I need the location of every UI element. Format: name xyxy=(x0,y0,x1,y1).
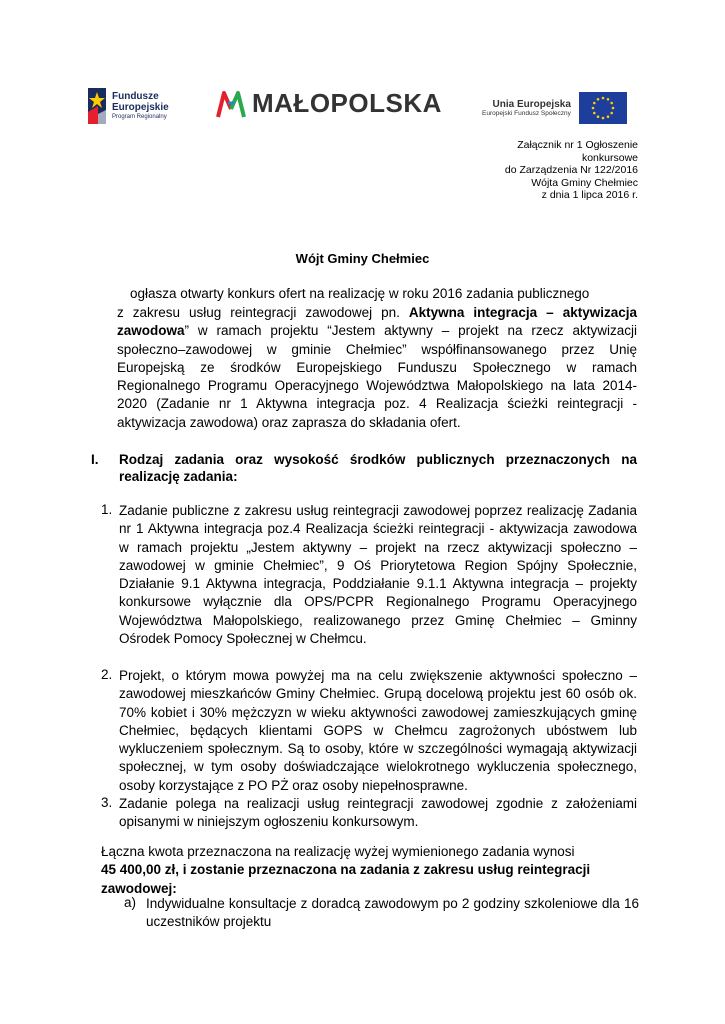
section-number: I. xyxy=(91,452,99,467)
list-item-number: 1. xyxy=(101,502,113,517)
section-title: Rodzaj zadania oraz wysokość środków publicznych przeznaczonych na realizację zadania: xyxy=(119,452,637,484)
ue-text xyxy=(482,99,571,117)
fe-star-icon xyxy=(86,84,108,128)
intro-pre: z zakresu usług reintegracji zawodowej pn. xyxy=(117,305,409,320)
malopolska-logo xyxy=(216,88,442,119)
eu-flag-icon xyxy=(579,92,627,124)
fe-line3: Program Regionalny xyxy=(112,114,167,120)
list-item-number: 2. xyxy=(101,667,113,682)
annex-line: do Zarządzenia Nr 122/2016 xyxy=(504,164,638,176)
subitem-label: a) xyxy=(124,895,137,910)
fe-line1: Fundusze xyxy=(112,91,159,102)
ue-title: Unia Europejska xyxy=(492,99,571,110)
list-item-text: Projekt, o którym mowa powyżej ma na celu zwiększenie aktywności społeczno – zawodowej mieszkańców Gminy Chełmiec. Grupą docelową projektu jest 60 osób ok. 70% kobiet i 30% mężczyzn w wieku aktywności zawodowej zamieszkujących gminę Chełmiec, będących klientami GOPS w Chełmcu zagrożonych ubóstwem lub wykluczeniem społecznym. Są to osoby, które w szczególności wymagają aktywizacji społecznej, w tym osoby doświadczające wielokrotnego wykluczenia społecznego, osoby korzystające z PO PŻ oraz osoby niepełnosprawne. xyxy=(119,668,637,793)
fe-text xyxy=(112,91,169,121)
intro-post: ” w ramach projektu “Jestem aktywny – projekt na rzecz aktywizacji społeczno–zawodowej w gminie Chełmiec” współfinansowanego przez Unię Europejską ze środków Europejskiego Funduszu Społecznego w ramach Regionalnego Programu Operacyjnego Województwa Małopolskiego na lata 2014-2020 (Zadanie nr 1 Aktywna integracja poz. 4 Realizacja ścieżki reintegracji - aktywizacja zawodowa) oraz zaprasza do składania ofert. xyxy=(117,323,637,430)
list-item-number: 3. xyxy=(101,795,113,810)
list-item-text: Zadanie polega na realizacji usług reintegracji zawodowej zgodnie z założeniami opisanymi w niniejszym ogłoszeniu konkursowym. xyxy=(119,796,637,830)
ue-sub: Europejski Fundusz Społeczny xyxy=(482,110,571,117)
summary-bold-amount: 45 400,00 zł, i zostanie przeznaczona na zadania z zakresu usług reintegracji zawodowej: xyxy=(101,862,591,896)
intro-first-line: ogłasza otwarty konkurs ofert na realizację w roku 2016 zadania publicznego xyxy=(130,286,590,301)
amount-summary xyxy=(101,843,641,898)
fundusze-europejskie-logo xyxy=(86,84,169,128)
intro-bold-task: Aktywna integracja – aktywizacja zawodowa xyxy=(117,305,637,339)
malopolska-text: MAŁOPOLSKA xyxy=(252,88,442,118)
annex-line: konkursowe xyxy=(581,151,638,164)
subitem-text: Indywidualne konsultacje z doradcą zawodowym po 2 godziny szkoleniowe dla 16 uczestników projektu xyxy=(146,896,639,930)
summary-line: Łączna kwota przeznaczona na realizację wyżej wymienionego zadania wynosi xyxy=(101,844,575,859)
document-title: Wójt Gminy Chełmiec xyxy=(295,251,430,266)
intro-paragraph xyxy=(117,304,637,432)
annex-line: Załącznik nr 1 Ogłoszenie xyxy=(517,139,638,151)
annex-line: z dnia 1 lipca 2016 r. xyxy=(541,189,638,201)
fe-line2: Europejskie xyxy=(112,102,169,113)
unia-europejska-logo xyxy=(482,92,627,124)
list-item-text: Zadanie publiczne z zakresu usług reintegracji zawodowej poprzez realizację Zadania nr 1 Aktywna integracja poz.4 Realizacja ścieżki reintegracji - aktywizacja zawodowa w ramach projektu „Jestem aktywny – projekt na rzecz aktywizacji społeczno – zawodowej w gminie Chełmiec”, 9 Oś Priorytetowa Region Spójny Społecznie, Działanie 9.1 Aktywna integracja, Poddziałanie 9.1.1 Aktywna integracja – projekty konkursowe wyłącznie dla OPS/PCPR Regionalnego Programu Operacyjnego Województwa Małopolskiego, realizowanego przez Gminę Chełmiec – Gminny Ośrodek Pomocy Społecznej w Chełmcu. xyxy=(119,503,637,647)
annex-note xyxy=(505,139,638,202)
malopolska-m-icon xyxy=(216,89,246,119)
annex-line: Wójta Gminy Chełmiec xyxy=(531,176,638,189)
